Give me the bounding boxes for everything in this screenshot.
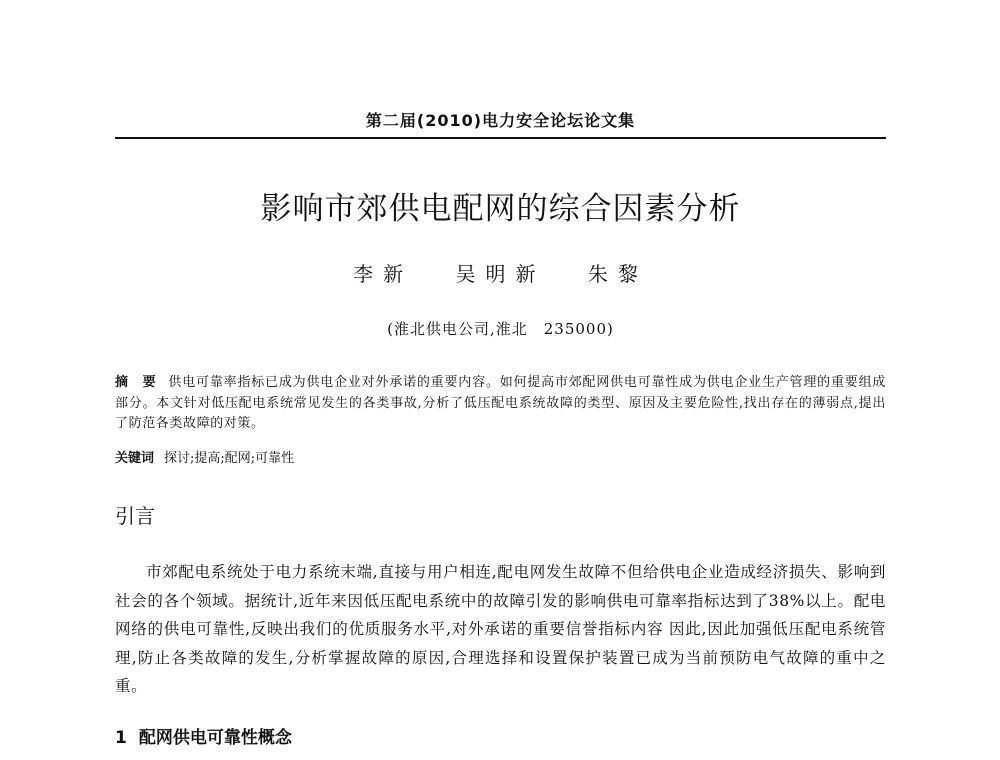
author: 李新	[353, 262, 414, 286]
keywords	[115, 449, 886, 469]
intro-paragraph: 市郊配电系统处于电力系统末端,直接与用户相连,配电网发生故障不但给供电企业造成经济损失、影响到社会的各个领域。据统计,近年来因低压配电系统中的故障引发的影响供电可靠率指标达到了38%以上。配电网络的供电可靠性,反映出我们的优质服务水平,对外承诺的重要信誉指标内容 因此,因此加强低压配电系统管理,防止各类故障的发生,分析掌握故障的原因,合理选择和设置保护装置已成为当前预防电气故障的重中之重。	[115, 563, 886, 695]
author: 朱黎	[587, 262, 648, 286]
keywords-label: 关键词	[115, 451, 155, 466]
author: 吴明新	[455, 262, 546, 286]
running-head: 第二届(2010)电力安全论坛论文集	[365, 111, 636, 130]
paper-title: 影响市郊供电配网的综合因素分析	[260, 191, 741, 227]
affiliation: (淮北供电公司,淮北 235000)	[387, 320, 614, 338]
abstract	[115, 373, 886, 435]
intro-heading: 引言	[115, 504, 155, 528]
header-rule	[115, 137, 886, 139]
abstract-label: 摘 要	[115, 375, 157, 390]
abstract-text: 供电可靠率指标已成为供电企业对外承诺的重要内容。如何提高市郊配网供电可靠性成为供电企业生产管理的重要组成部分。本文针对低压配电系统常见发生的各类事故,分析了低压配电系统故障的类型、原因及主要危险性,找出存在的薄弱点,提出了防范各类故障的对策。	[115, 375, 886, 431]
section-1-heading	[115, 723, 292, 748]
keywords-text: 探讨;提高;配网;可靠性	[164, 451, 295, 466]
author-list	[115, 258, 886, 287]
section-1-title: 配网供电可靠性概念	[138, 728, 292, 748]
section-1-number: 1	[115, 728, 127, 748]
